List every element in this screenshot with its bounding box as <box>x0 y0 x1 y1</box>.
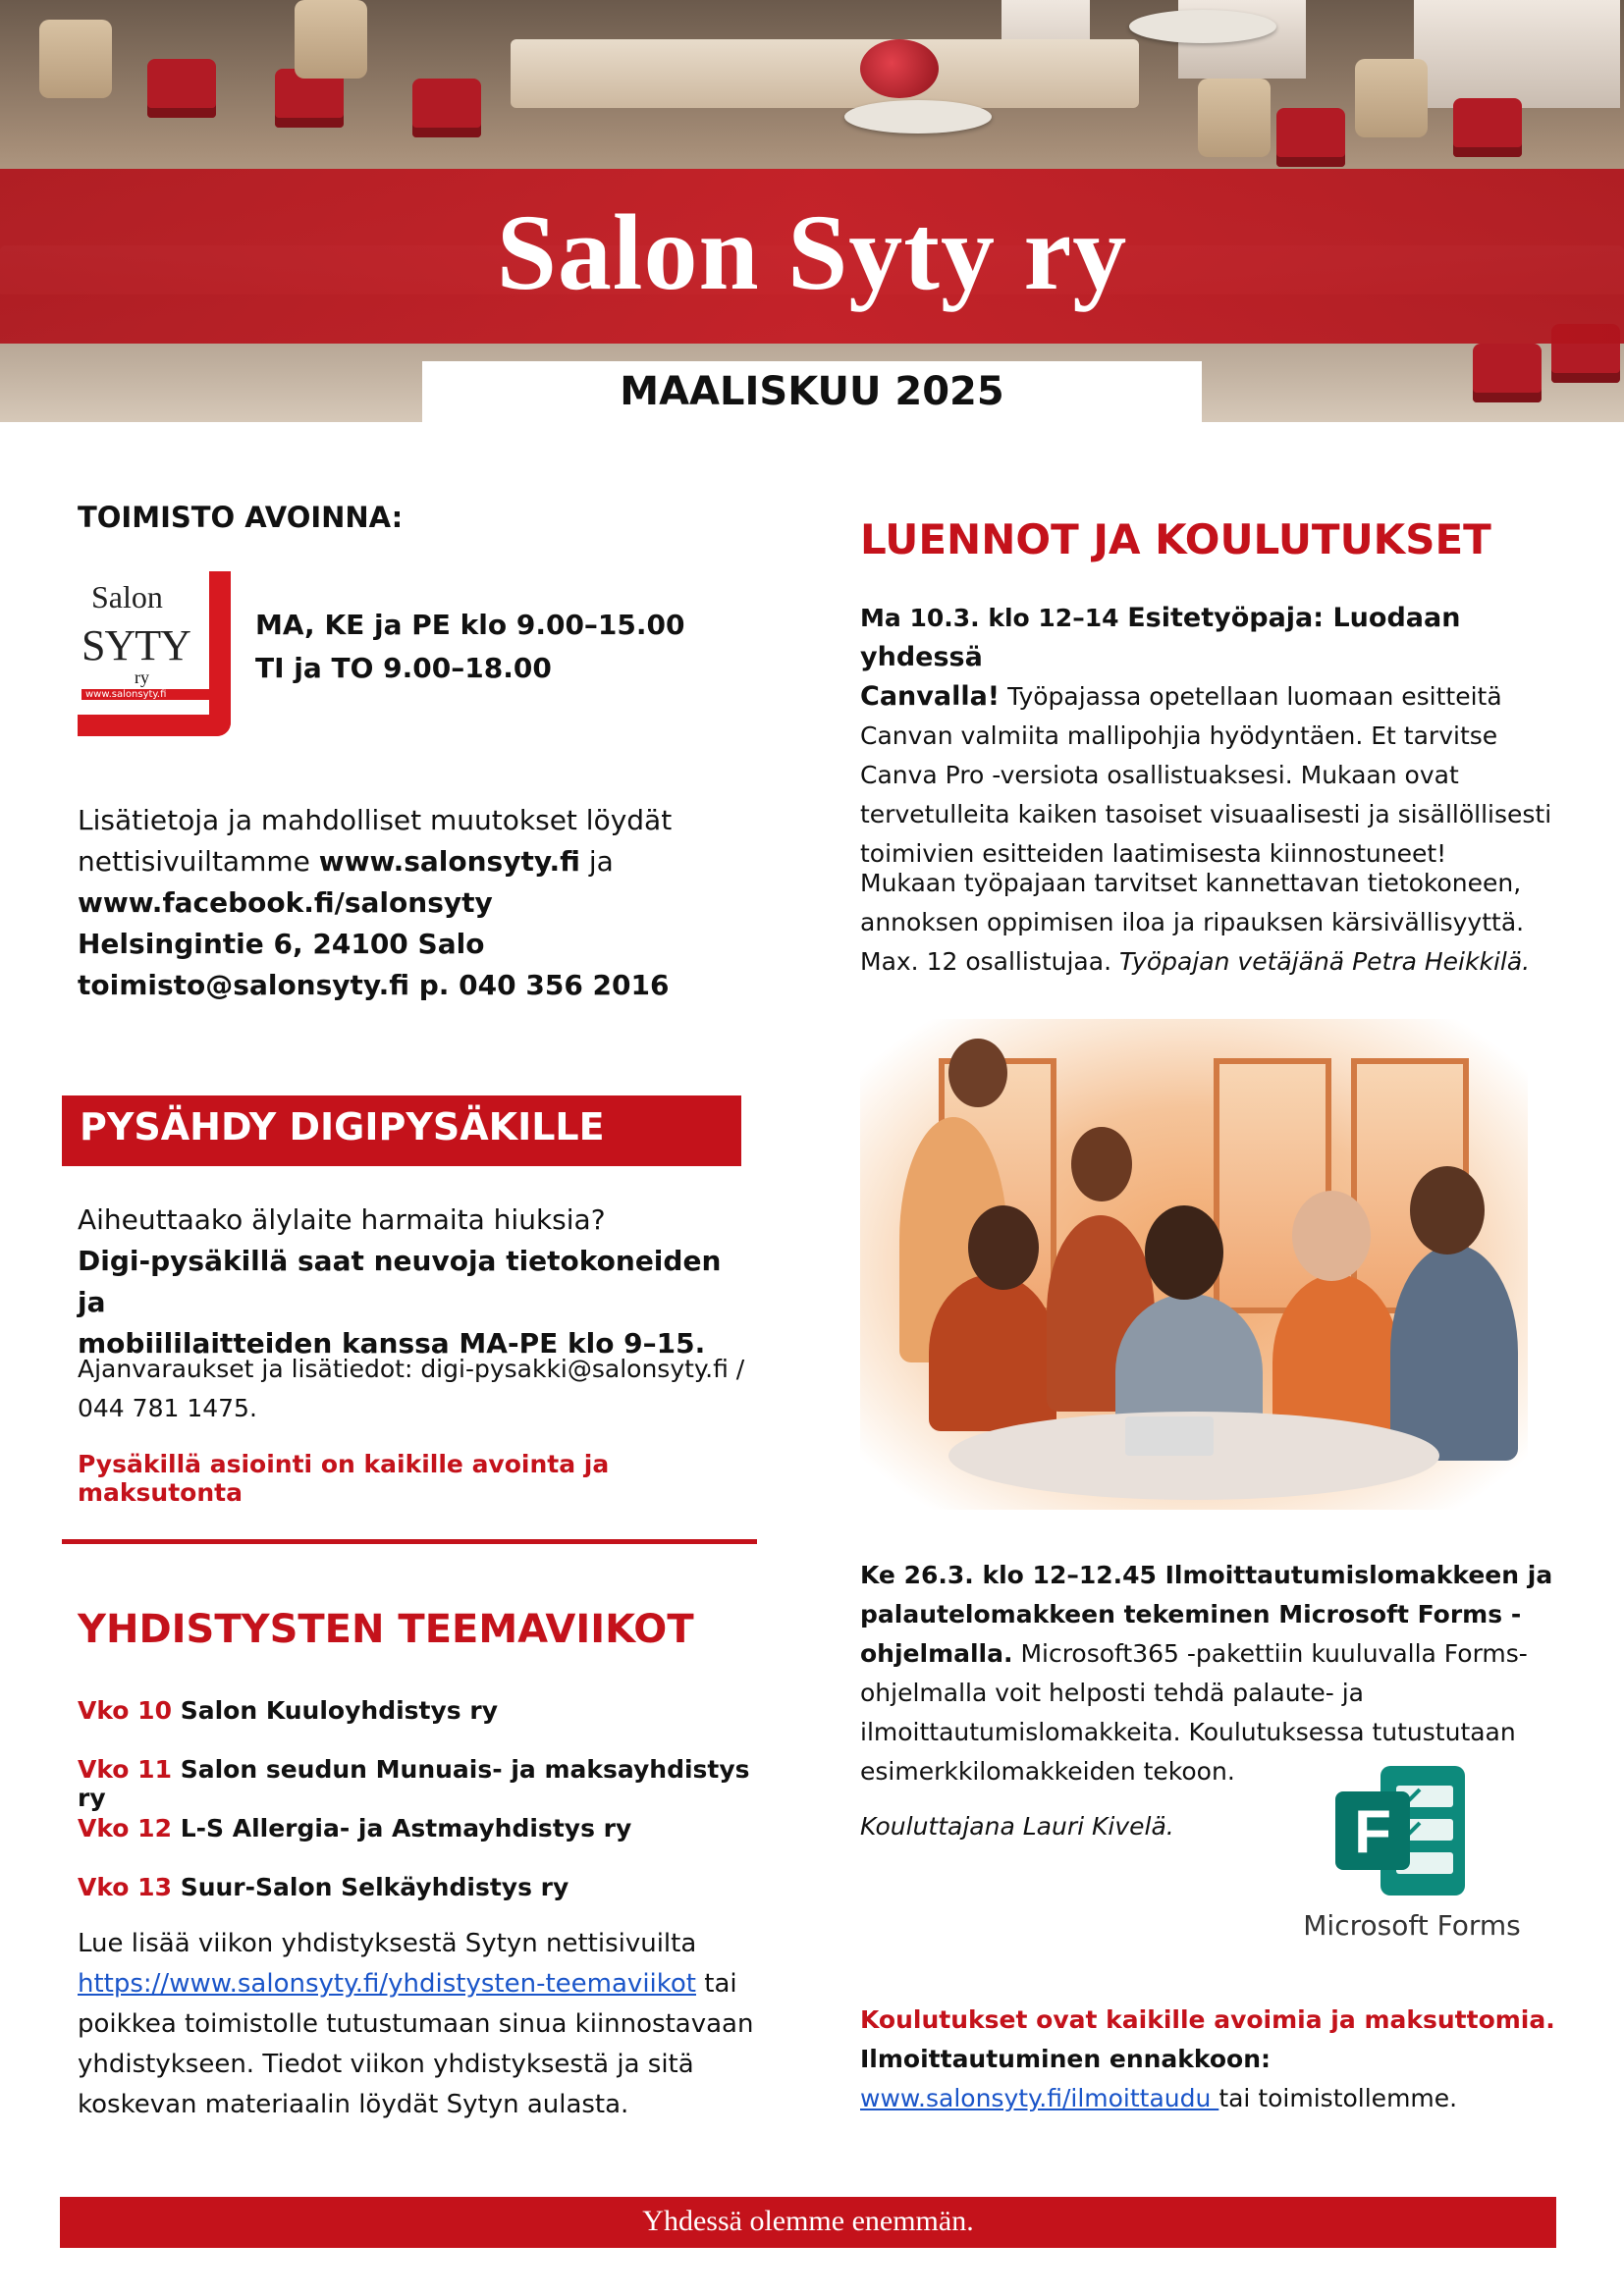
flower-vase <box>860 39 939 98</box>
newsletter-title: Salon Syty ry <box>496 192 1128 312</box>
office-info <box>78 800 755 1006</box>
microsoft-forms-logo: F Microsoft Forms <box>1294 1762 1530 1949</box>
chair <box>147 59 216 118</box>
chair <box>1198 79 1271 157</box>
theme-item: Vko 10 Salon Kuuloyhdistys ry <box>78 1696 498 1725</box>
salon-syty-logo: Salon SYTY ry www.salonsyty.fi <box>78 571 231 736</box>
plate <box>1129 10 1276 43</box>
hours-line: MA, KE ja PE klo 9.00–15.00 <box>255 609 685 641</box>
chair <box>1453 98 1522 157</box>
title-band <box>0 169 1624 344</box>
chair <box>1276 108 1345 167</box>
lectures-heading: LUENNOT JA KOULUTUKSET <box>860 515 1491 563</box>
digi-bold-line: mobiililaitteiden kanssa MA-PE klo 9–15. <box>78 1327 706 1360</box>
digi-question: Aiheuttaako älylaite harmaita hiuksia? <box>78 1203 606 1236</box>
month-box <box>422 361 1202 422</box>
info-line: Lisätietoja ja mahdolliset muutokset löydät <box>78 804 673 836</box>
person <box>929 1274 1056 1431</box>
hours-line: TI ja TO 9.00–18.00 <box>255 652 552 684</box>
office-heading: TOIMISTO AVOINNA: <box>78 501 404 534</box>
office-hours <box>255 604 685 690</box>
info-line: nettisivuiltamme www.salonsyty.fi ja <box>78 845 614 878</box>
window <box>1414 0 1620 108</box>
facebook-link[interactable]: www.facebook.fi/salonsyty <box>78 886 493 919</box>
person <box>1390 1245 1518 1461</box>
address: Helsingintie 6, 24100 Salo <box>78 928 485 960</box>
chair <box>412 79 481 137</box>
digi-contact-line: Ajanvaraukset ja lisätiedot: digi-pysakki@salonsyty.fi / <box>78 1355 745 1383</box>
digi-contact <box>78 1350 755 1428</box>
themes-heading: YHDISTYSTEN TEEMAVIIKOT <box>78 1607 694 1652</box>
digi-bold-line: Digi-pysäkillä saat neuvoja tietokoneiden ja <box>78 1245 722 1318</box>
chair <box>1473 344 1542 402</box>
chair <box>39 20 112 98</box>
lecture-canva-details: Mukaan työpajaan tarvitset kannettavan tietokoneen, annoksen oppimisen iloa ja ripauksen kärsivällisyyttä. Max. 12 osallistujaa. Työpajan vetäjänä Petra Heikkilä. <box>860 869 1531 976</box>
chair <box>1355 59 1428 137</box>
lecture-canva: Ma 10.3. klo 12–14 Esitetyöpaja: Luodaan yhdessä Canvalla! Työpajassa opetellaan luomaan esitteitä Canvan valmiita mallipohjia hyödyntäen. Et tarvitse Canva Pro -versiota osallistuaksesi. Mukaan ovat tervetulleita kaiken tasoiset visuaalisesti ja sisällöllisesti toimivien esitteiden laatimisesta kiinnostuneet! <box>860 603 1552 868</box>
footer-bar <box>60 2197 1556 2248</box>
digi-free-note: Pysäkillä asiointi on kaikille avointa ja maksutonta <box>78 1450 610 1507</box>
vase-plate <box>844 100 992 133</box>
digi-heading: PYSÄHDY DIGIPYSÄKILLE <box>80 1105 605 1148</box>
lecture-forms: Ke 26.3. klo 12–12.45 Ilmoittautumislomakkeen ja palautelomakkeen tekeminen Microsoft Forms - ohjelmalla. Microsoft365 -pakettiin kuuluvalla Forms- ohjelmalla voit helposti tehdä palaute- ja ilmoittautumislomakkeita. Koulutuksessa tutustutaan esimerkkilomakkeiden tekoon. Kouluttajana Lauri Kivelä. <box>860 1561 1553 1841</box>
footer-slogan: Yhdessä olemme enemmän. <box>642 2205 974 2237</box>
team-illustration <box>860 1019 1528 1510</box>
chair <box>295 0 367 79</box>
month-label: MAALISKUU 2025 <box>620 369 1004 414</box>
laptop <box>1125 1416 1214 1456</box>
registration-link[interactable]: www.salonsyty.fi/ilmoittaudu <box>860 2084 1219 2112</box>
section-divider <box>62 1539 757 1544</box>
registration-info: Koulutukset ovat kaikille avoimia ja maksuttomia. Ilmoittautuminen ennakkoon: www.salonsyty.fi/ilmoittaudu tai toimistollemme. <box>860 2005 1555 2112</box>
themes-more-text: Lue lisää viikon yhdistyksestä Sytyn nettisivuilta https://www.salonsyty.fi/yhdistysten-teemaviikot tai poikkea toimistolle tutustumaan sinua kiinnostavaan yhdistykseen. Tiedot viikon yhdistyksestä ja sitä koskevan materiaalin löydät Sytyn aulasta. <box>78 1929 754 2119</box>
email-phone[interactable]: toimisto@salonsyty.fi p. 040 356 2016 <box>78 969 670 1001</box>
digi-text <box>78 1200 755 1364</box>
table <box>511 39 1139 108</box>
digi-contact-line: 044 781 1475. <box>78 1394 257 1422</box>
theme-item: Vko 11 Salon seudun Munuais- ja maksayhdistys ry <box>78 1755 750 1812</box>
website-link[interactable]: www.salonsyty.fi <box>318 845 580 878</box>
themes-link[interactable]: https://www.salonsyty.fi/yhdistysten-teemaviikot <box>78 1969 696 1999</box>
svg-text:F: F <box>1354 1798 1391 1866</box>
digi-heading-bar <box>62 1095 741 1166</box>
microsoft-forms-icon <box>1331 1762 1469 1899</box>
theme-item: Vko 12 L-S Allergia- ja Astmayhdistys ry <box>78 1814 632 1842</box>
theme-item: Vko 13 Suur-Salon Selkäyhdistys ry <box>78 1873 569 1901</box>
